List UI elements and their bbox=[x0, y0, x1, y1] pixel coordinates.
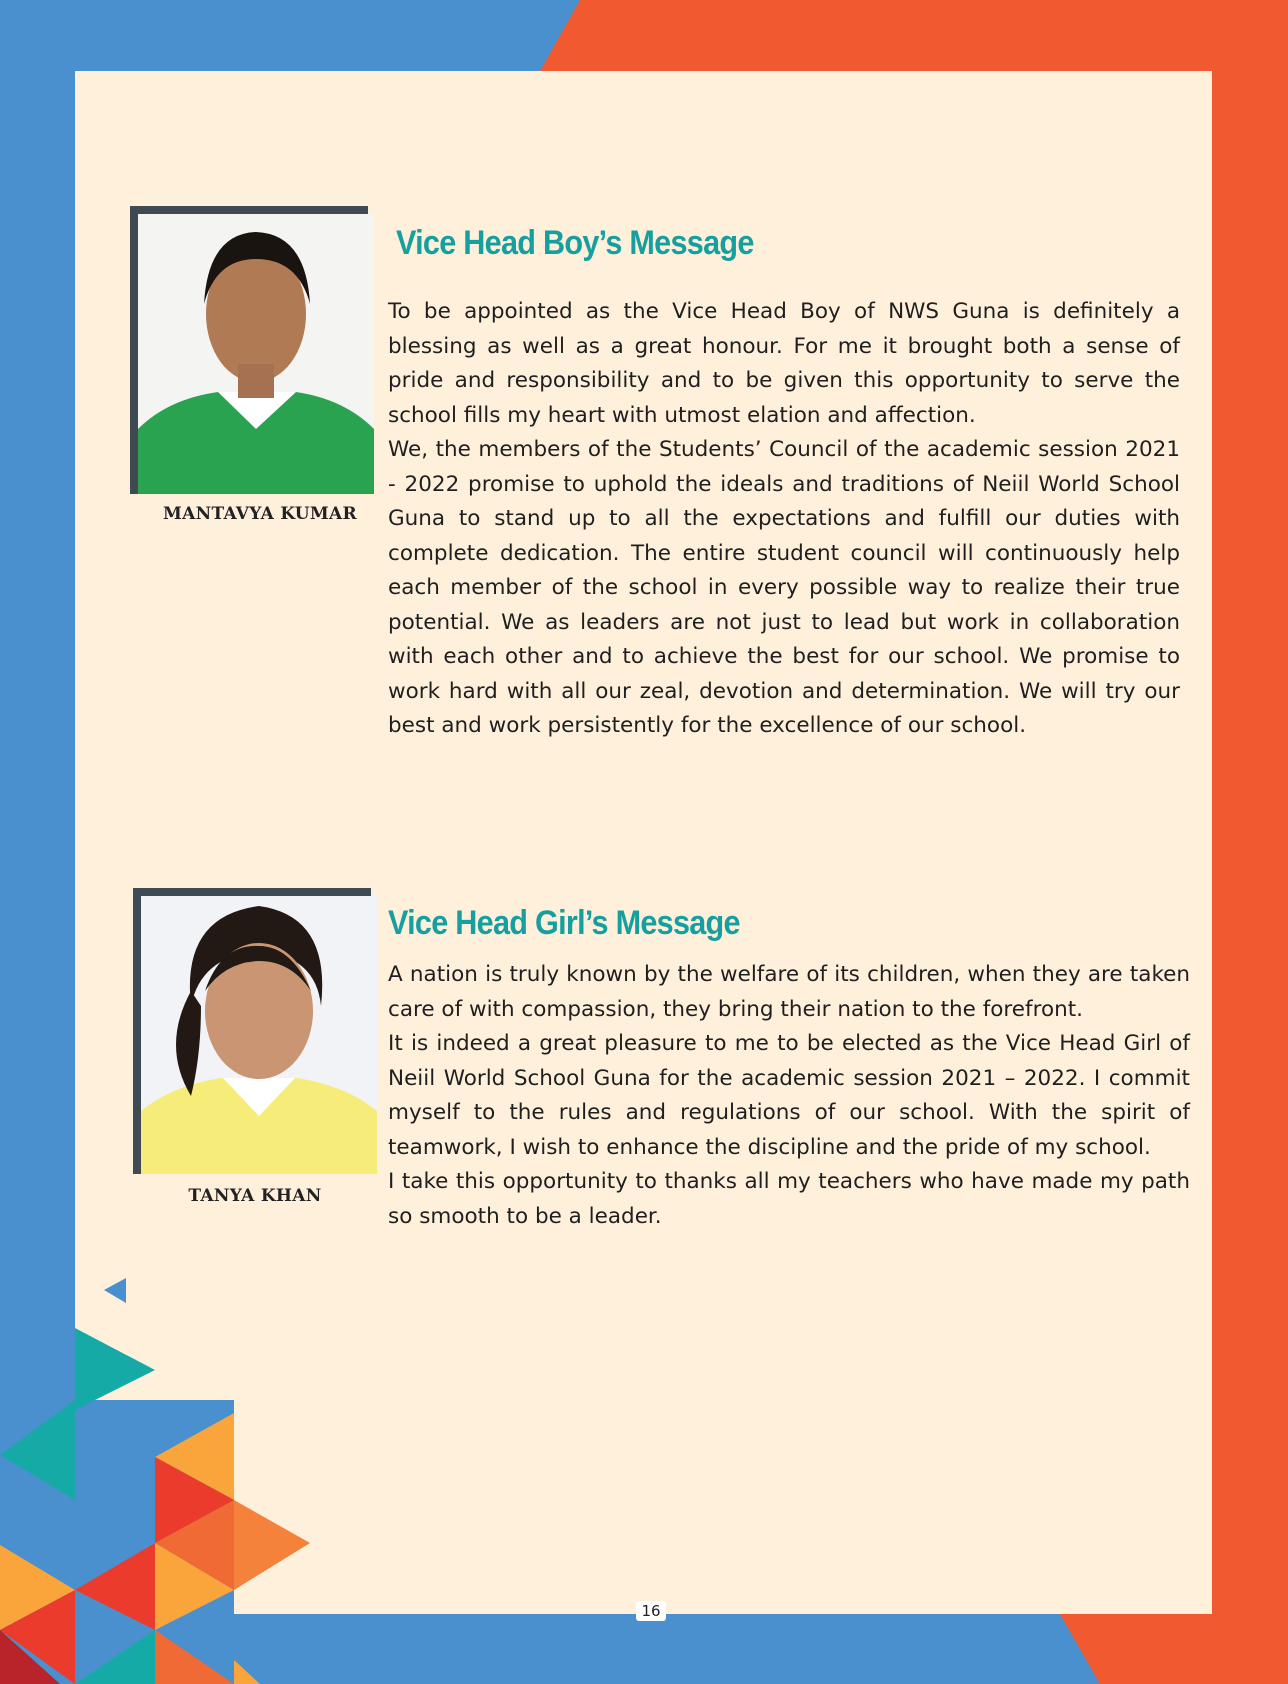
girl-photo bbox=[141, 896, 377, 1174]
boy-heading: Vice Head Boy’s Message bbox=[396, 224, 754, 262]
page-number: 16 bbox=[636, 1601, 666, 1621]
girl-paragraph-2: It is indeed a great pleasure to me to be elected as the Vice Head Girl of Neiil World School Guna for the academic session 2021 – 2022. I commit myself to the rules and regulations of our school. With the spirit of teamwork, I wish to enhance the discipline and the pride of my school. bbox=[388, 1031, 1190, 1160]
girl-portrait-image bbox=[141, 896, 377, 1174]
boy-paragraph-2: We, the members of the Students’ Council of the academic session 2021 - 2022 promise to uphold the ideals and traditions of Neiil World School Guna to stand up to all the expectations and fulfill our duties with complete dedication. The entire student council will continuously help each member of the school in every possible way to realize their true potential. We as leaders are not just to lead but work in collaboration with each other and to achieve the best for our school. We promise to work hard with all our zeal, devotion and determination. We will try our best and work persistently for the excellence of our school. bbox=[388, 437, 1180, 738]
girl-name: TANYA KHAN bbox=[188, 1186, 322, 1206]
boy-paragraph-1: To be appointed as the Vice Head Boy of NWS Guna is definitely a blessing as well as a great honour. For me it brought both a sense of pride and responsibility and to be given this opportunity to serve the school fills my heart with utmost elation and affection. bbox=[388, 299, 1180, 428]
boy-portrait-image bbox=[138, 214, 374, 494]
girl-paragraph-3: I take this opportunity to thanks all my teachers who have made my path so smooth to be a leader. bbox=[388, 1169, 1190, 1229]
girl-heading: Vice Head Girl’s Message bbox=[388, 904, 740, 942]
boy-photo bbox=[138, 214, 374, 494]
girl-paragraph-1: A nation is truly known by the welfare of its children, when they are taken care of with compassion, they bring their nation to the forefront. bbox=[388, 962, 1190, 1022]
girl-message bbox=[388, 958, 1190, 1234]
boy-message bbox=[388, 295, 1180, 744]
boy-name: MANTAVYA KUMAR bbox=[163, 504, 357, 524]
